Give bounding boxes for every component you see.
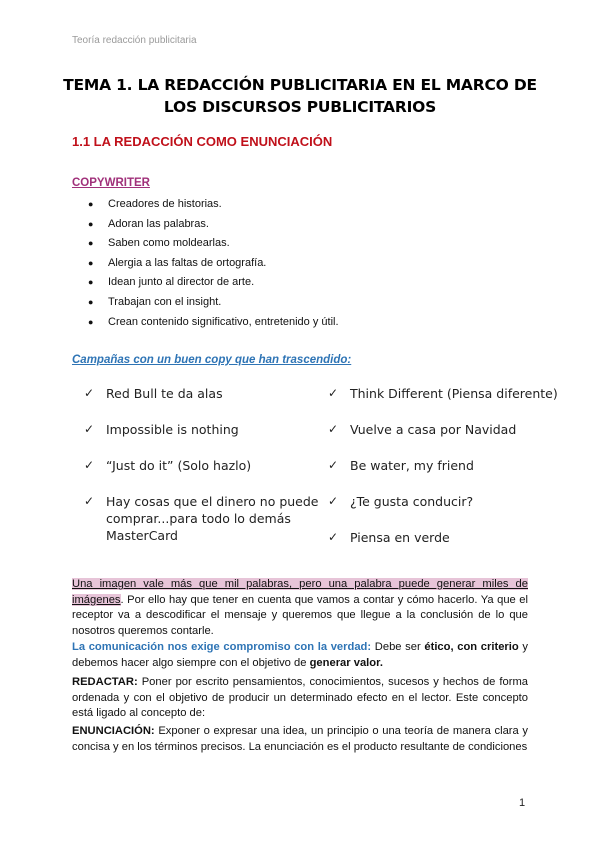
term-label: ENUNCIACIÓN: bbox=[72, 725, 155, 737]
campaign-text: Vuelve a casa por Navidad bbox=[350, 422, 517, 437]
campaigns-list-left bbox=[84, 385, 324, 563]
bullet-text: Trabajan con el insight. bbox=[108, 295, 222, 308]
campaign-text: Hay cosas que el dinero no puede comprar...para todo lo demás MasterCard bbox=[106, 494, 319, 543]
term-label: REDACTAR: bbox=[72, 676, 138, 688]
bullet-icon: ● bbox=[88, 218, 94, 229]
copywriter-bullet-list bbox=[88, 195, 339, 332]
paragraph-text: y debemos hacer algo siempre con el objetivo de bbox=[72, 641, 528, 669]
paragraph-text: Poner por escrito pensamientos, conocimientos, sucesos y hechos de forma ordenada y con el objetivo de producir un determinado efecto en el lector. Este concepto está ligado al concepto de: bbox=[72, 676, 528, 719]
bullet-text: Crean contenido significativo, entretenido y útil. bbox=[108, 315, 339, 328]
campaign-item bbox=[328, 421, 578, 438]
checkmark-icon: ✓ bbox=[84, 422, 95, 436]
page-header: Teoría redacción publicitaria bbox=[72, 35, 197, 46]
campaign-item bbox=[328, 385, 578, 402]
campaign-text: ¿Te gusta conducir? bbox=[350, 494, 474, 509]
checkmark-icon: ✓ bbox=[328, 386, 339, 400]
paragraph-text: Exponer o expresar una idea, un principio o una teoría de manera clara y concisa y en los términos precisos. La enunciación es el producto resultante de condiciones bbox=[72, 725, 528, 753]
checkmark-icon: ✓ bbox=[84, 458, 95, 472]
campaign-text: Piensa en verde bbox=[350, 530, 450, 545]
checkmark-icon: ✓ bbox=[328, 422, 339, 436]
page-number: 1 bbox=[519, 797, 526, 809]
paragraph-text: . Por ello hay que tener en cuenta que vamos a contar y cómo hacerlo. Ya que el receptor va a descodificar el mensaje y queremos que llegue a la conclusión de lo que nosotros queremos contarle. bbox=[72, 593, 528, 637]
campaign-item bbox=[84, 457, 324, 474]
campaigns-list-right bbox=[328, 385, 578, 565]
list-item bbox=[88, 273, 339, 293]
bullet-icon: ● bbox=[88, 238, 94, 249]
campaign-text: Think Different (Piensa diferente) bbox=[350, 386, 558, 401]
copywriter-heading: COPYWRITER bbox=[72, 177, 150, 189]
checkmark-icon: ✓ bbox=[328, 494, 339, 508]
list-item bbox=[88, 215, 339, 235]
campaign-text: Impossible is nothing bbox=[106, 422, 239, 437]
paragraph-image-quote bbox=[72, 577, 528, 639]
campaign-item bbox=[328, 529, 578, 546]
bullet-icon: ● bbox=[88, 316, 94, 327]
bold-phrase: ético, con criterio bbox=[424, 641, 519, 653]
bullet-icon: ● bbox=[88, 199, 94, 209]
campaign-item bbox=[84, 421, 324, 438]
campaign-item bbox=[84, 493, 324, 544]
campaigns-heading: Campañas con un buen copy que han trascendido: bbox=[72, 354, 352, 366]
checkmark-icon: ✓ bbox=[328, 458, 339, 472]
campaign-item bbox=[328, 457, 578, 474]
commitment-lead: La comunicación nos exige compromiso con la verdad: bbox=[72, 641, 372, 653]
bold-phrase: generar valor. bbox=[309, 656, 383, 669]
bullet-text: Creadores de historias. bbox=[108, 198, 222, 210]
campaign-item bbox=[328, 493, 578, 510]
bullet-text: Adoran las palabras. bbox=[108, 217, 209, 230]
bullet-icon: ● bbox=[88, 277, 94, 288]
campaign-text: “Just do it” (Solo hazlo) bbox=[106, 458, 252, 473]
checkmark-icon: ✓ bbox=[84, 386, 95, 400]
list-item bbox=[88, 293, 339, 313]
campaign-item bbox=[84, 385, 324, 402]
bullet-text: Alergia a las faltas de ortografía. bbox=[108, 256, 267, 269]
campaign-text: Be water, my friend bbox=[350, 458, 474, 473]
bullet-text: Idean junto al director de arte. bbox=[108, 276, 255, 289]
list-item bbox=[88, 313, 339, 333]
paragraph-commitment bbox=[72, 640, 528, 671]
section-title: 1.1 LA REDACCIÓN COMO ENUNCIACIÓN bbox=[72, 134, 333, 149]
list-item bbox=[88, 254, 339, 274]
document-title: TEMA 1. LA REDACCIÓN PUBLICITARIA EN EL MARCO DE LOS DISCURSOS PUBLICITARIOS bbox=[63, 76, 537, 116]
checkmark-icon: ✓ bbox=[84, 494, 95, 508]
bullet-text: Saben como moldearlas. bbox=[108, 237, 230, 250]
bullet-icon: ● bbox=[88, 296, 94, 307]
paragraph-text: Debe ser bbox=[371, 641, 425, 653]
highlighted-quote: Una imagen vale más que mil palabras, pero una palabra puede generar miles de imágenes bbox=[72, 578, 528, 606]
campaign-text: Red Bull te da alas bbox=[106, 386, 223, 401]
bullet-icon: ● bbox=[88, 257, 94, 268]
paragraph-redactar bbox=[72, 675, 528, 722]
list-item bbox=[88, 234, 339, 254]
paragraph-enunciacion bbox=[72, 724, 528, 755]
list-item bbox=[88, 195, 339, 215]
checkmark-icon: ✓ bbox=[328, 530, 339, 544]
